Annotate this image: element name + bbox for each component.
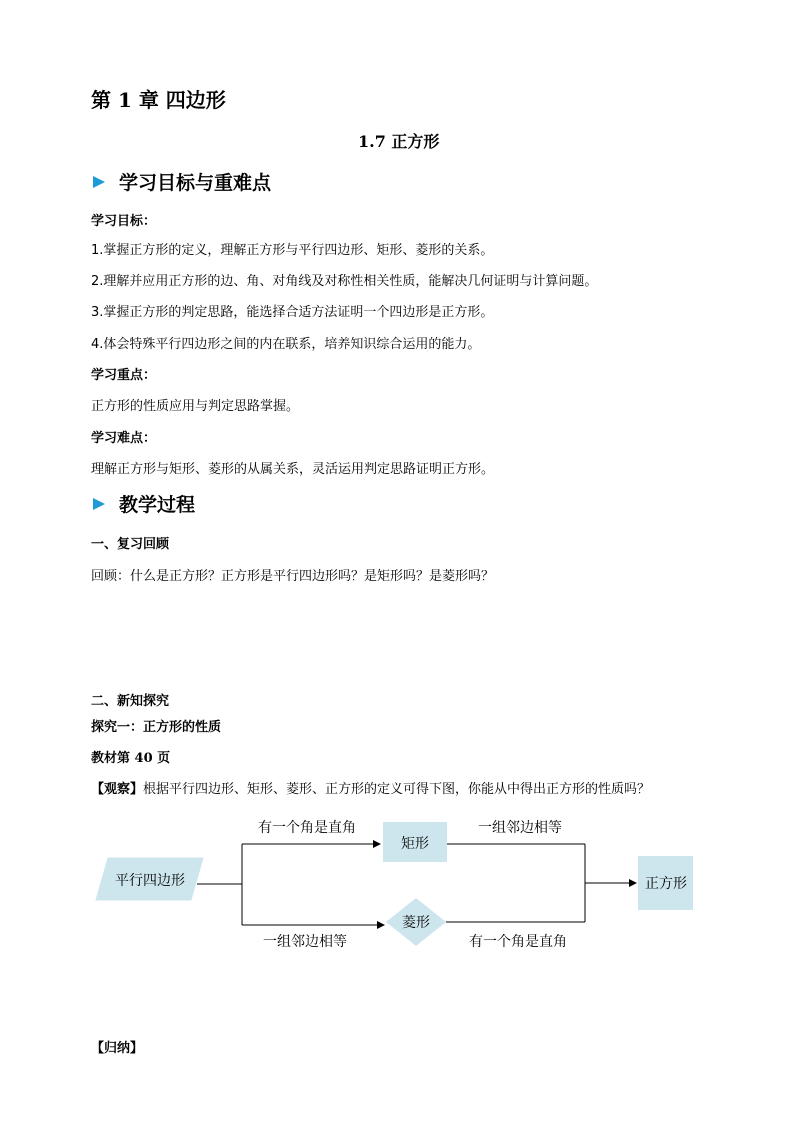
heading-objectives-text: 学习目标与重难点 [119,172,272,194]
rectangle-label: 矩形 [401,836,429,852]
review-text: 回顾：什么是正方形？正方形是平行四边形吗？是矩形吗？是菱形吗？ [91,569,495,584]
difficulty-text: 理解正方形与矩形、菱形的从属关系，灵活运用判定思路证明正方形。 [91,462,495,477]
review-title: 一、复习回顾 [91,537,170,552]
observe-text: 根据平行四边形、矩形、菱形、正方形的定义可得下图，你能从中得出正方形的性质吗？ [143,782,651,797]
square-label: 正方形 [645,876,687,892]
section-title: 1.7 正方形 [358,132,440,151]
chapter-title: 第 1 章 四边形 [91,88,226,112]
new-knowledge-title: 二、新知探究 [91,694,170,709]
objectives-label: 学习目标： [91,214,157,229]
heading-process-text: 教学过程 [119,494,196,516]
edge-label: 一组邻边相等 [478,820,562,836]
objective-item: 3.掌握正方形的判定思路，能选择合适方法证明一个四边形是正方形。 [91,305,494,320]
textbook-ref: 教材第 40 页 [91,751,171,766]
key-text: 正方形的性质应用与判定思路掌握。 [91,399,300,414]
rhombus-label: 菱形 [402,915,430,931]
difficulty-label: 学习难点： [91,431,157,446]
objective-item: 1.掌握正方形的定义，理解正方形与平行四边形、矩形、菱形的关系。 [91,243,494,258]
parallelogram-label: 平行四边形 [115,873,185,889]
observe-tag: 【观察】 [91,782,144,797]
edge-label: 有一个角是直角 [258,820,356,836]
key-label: 学习重点： [91,368,157,383]
summary-tag: 【归纳】 [91,1041,144,1056]
objective-item: 2.理解并应用正方形的边、角、对角线及对称性相关性质，能解决几何证明与计算问题。 [91,274,598,289]
objective-item: 4.体会特殊平行四边形之间的内在联系，培养知识综合运用的能力。 [91,337,481,352]
explore1-title: 探究一：正方形的性质 [91,720,222,735]
edge-label: 有一个角是直角 [469,934,567,950]
edge-label: 一组邻边相等 [263,934,347,950]
